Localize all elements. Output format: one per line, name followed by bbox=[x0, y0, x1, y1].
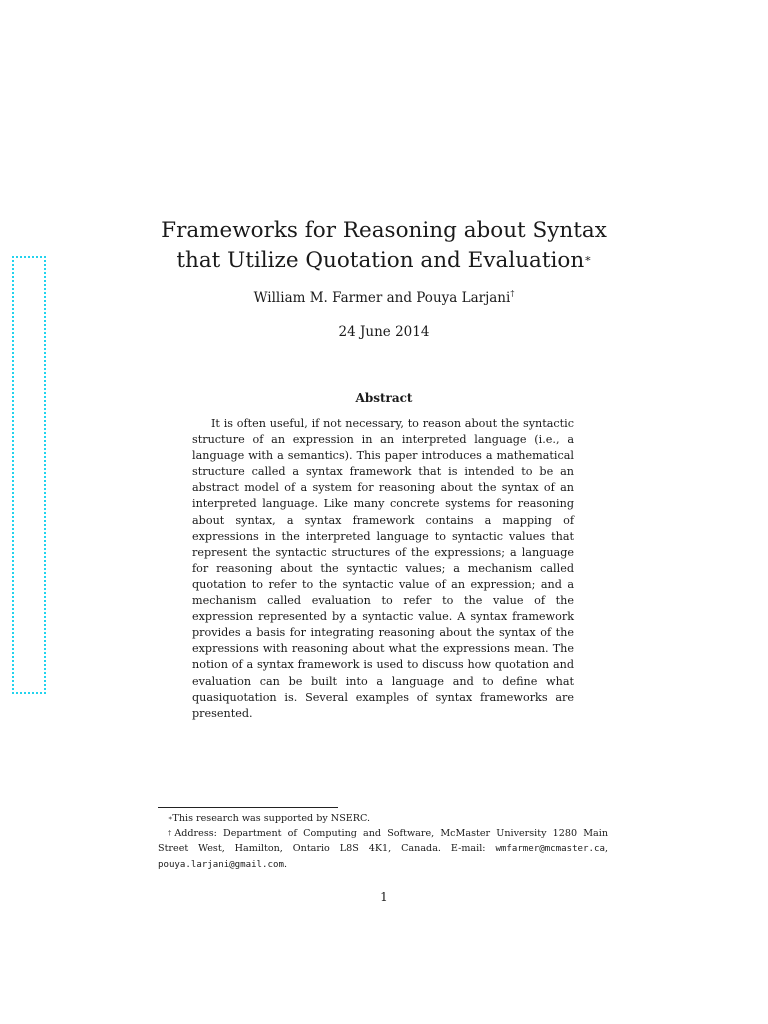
footnote-2-mark: † bbox=[168, 829, 175, 837]
footnote-2-end: . bbox=[283, 859, 287, 870]
email-link-farmer[interactable]: wmfarmer@mcmaster.ca bbox=[495, 844, 605, 854]
abstract-body: It is often useful, if not necessary, to reason about the syntactic structure of an expression in an interpreted language (i.e., a language with a semantics). This paper introduces a mathematical structure called a syntax framework that is intended to be an abstract model of a system for reasoning about the syntax of an interpreted language. Like many concrete systems for reasoning about syntax, a syntax framework contains a mapping of expressions in the interpreted language to syntactic values that represent the syntactic structures of the expressions; a language for reasoning about the syntactic values; a mechanism called quotation to refer to the syntactic value of an expression; and a mechanism called evaluation to refer to the value of the expression represented by a syntactic value. A syntax framework provides a basis for integrating reasoning about the syntax of the expressions with reasoning about what the expressions mean. The notion of a syntax framework is used to discuss how quotation and evaluation can be built into a language and to define what quasiquotation is. Several examples of syntax frameworks are presented. bbox=[192, 417, 574, 720]
footnote-1-text: This research was supported by NSERC. bbox=[172, 813, 371, 824]
footnote-2 bbox=[158, 826, 608, 873]
footnotes bbox=[158, 811, 608, 873]
abstract-heading: Abstract bbox=[355, 391, 413, 405]
authors-text: William M. Farmer and Pouya Larjani bbox=[253, 290, 511, 306]
title-line-2-text: that Utilize Quotation and Evaluation bbox=[176, 248, 585, 273]
email-link-larjani[interactable]: pouya.larjani@gmail.com bbox=[158, 860, 284, 870]
title-line-1: Frameworks for Reasoning about Syntax bbox=[161, 218, 607, 243]
paper-title bbox=[0, 216, 768, 276]
arxiv-stamp-border bbox=[12, 256, 46, 694]
paper-authors bbox=[0, 290, 768, 306]
title-line-2 bbox=[0, 246, 768, 276]
paper-date: 24 June 2014 bbox=[338, 324, 430, 340]
email-separator: , bbox=[604, 843, 608, 854]
footnote-rule bbox=[158, 807, 338, 808]
authors-footnote-mark: † bbox=[510, 289, 515, 298]
footnote-1 bbox=[158, 811, 608, 826]
footnote-1-mark: ∗ bbox=[168, 814, 173, 822]
title-footnote-mark: ∗ bbox=[584, 252, 592, 265]
page-number: 1 bbox=[380, 890, 388, 904]
footnote-2-text: Address: Department of Computing and Software, McMaster University 1280 Main Street West, Hamilton, Ontario L8S 4K1, Canada. E-mail: bbox=[158, 828, 608, 854]
